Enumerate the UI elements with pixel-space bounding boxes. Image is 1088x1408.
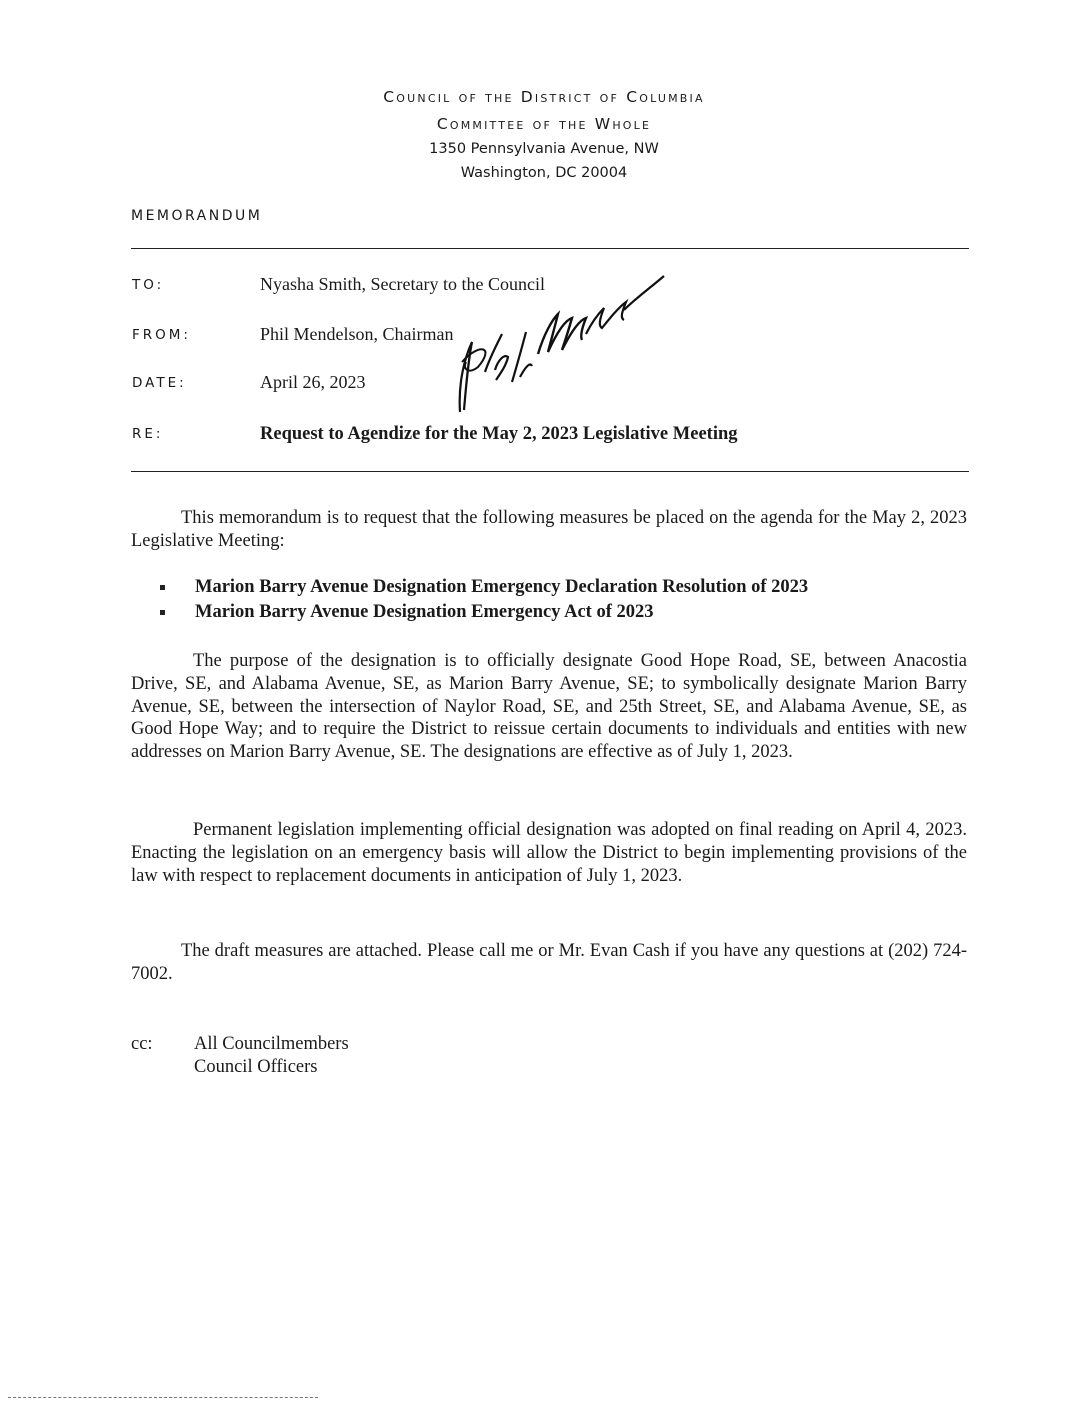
header-rule-top: [131, 248, 969, 249]
letterhead-address: 1350 Pennsylvania Avenue, NW: [429, 141, 659, 157]
chairman-signature: [440, 262, 670, 422]
from-value: Phil Mendelson, Chairman: [260, 324, 454, 344]
intro-paragraph: This memorandum is to request that the following measures be placed on the agenda for the May 2, 2023 Legislative Meeting:: [131, 508, 967, 551]
memo-label: MEMORANDUM: [131, 208, 263, 224]
letterhead-council: Council of the District of Columbia: [383, 88, 705, 106]
cc-label: cc:: [131, 1034, 153, 1054]
letterhead-city: Washington, DC 20004: [460, 165, 628, 181]
cc-recipient: All Councilmembers: [194, 1034, 349, 1054]
list-item: [157, 600, 808, 625]
footer-scan-line: [8, 1397, 318, 1398]
measure-title: Marion Barry Avenue Designation Emergency Declaration Resolution of 2023: [195, 577, 809, 597]
list-item: [157, 575, 808, 600]
from-label: FROM:: [132, 327, 191, 343]
bullet-icon: [160, 585, 165, 590]
purpose-paragraph: The purpose of the designation is to officially designate Good Hope Road, SE, between Anacostia Drive, SE, and Alabama Avenue, SE, as Marion Barry Avenue, SE; to symbolically designate Marion Barry Avenue, SE, between the intersection of Naylor Road, SE, and 25th Street, SE, and Alabama Avenue, SE, as Good Hope Way; and to require the District to reissue certain documents to individuals and entities with new addresses on Marion Barry Avenue, SE. The designations are effective as of July 1, 2023.: [131, 651, 967, 763]
permanent-paragraph: Permanent legislation implementing official designation was adopted on final reading on April 4, 2023. Enacting the legislation on an emergency basis will allow the District to begin implementing provisions of the law with respect to replacement documents in anticipation of July 1, 2023.: [131, 820, 967, 886]
measure-title: Marion Barry Avenue Designation Emergency Act of 2023: [195, 602, 654, 622]
to-value: Nyasha Smith, Secretary to the Council: [260, 274, 545, 294]
closing-paragraph: The draft measures are attached. Please call me or Mr. Evan Cash if you have any questions at (202) 724-7002.: [131, 941, 967, 984]
date-label: DATE:: [132, 375, 187, 391]
to-label: TO:: [132, 277, 165, 293]
re-value: Request to Agendize for the May 2, 2023 Legislative Meeting: [260, 424, 738, 444]
cc-recipient: Council Officers: [194, 1057, 318, 1077]
measures-list: [157, 575, 808, 625]
date-value: April 26, 2023: [260, 372, 366, 392]
header-rule-bottom: [131, 471, 969, 472]
bullet-icon: [160, 610, 165, 615]
re-label: RE:: [132, 426, 164, 442]
letterhead-committee: Committee of the Whole: [436, 115, 652, 133]
